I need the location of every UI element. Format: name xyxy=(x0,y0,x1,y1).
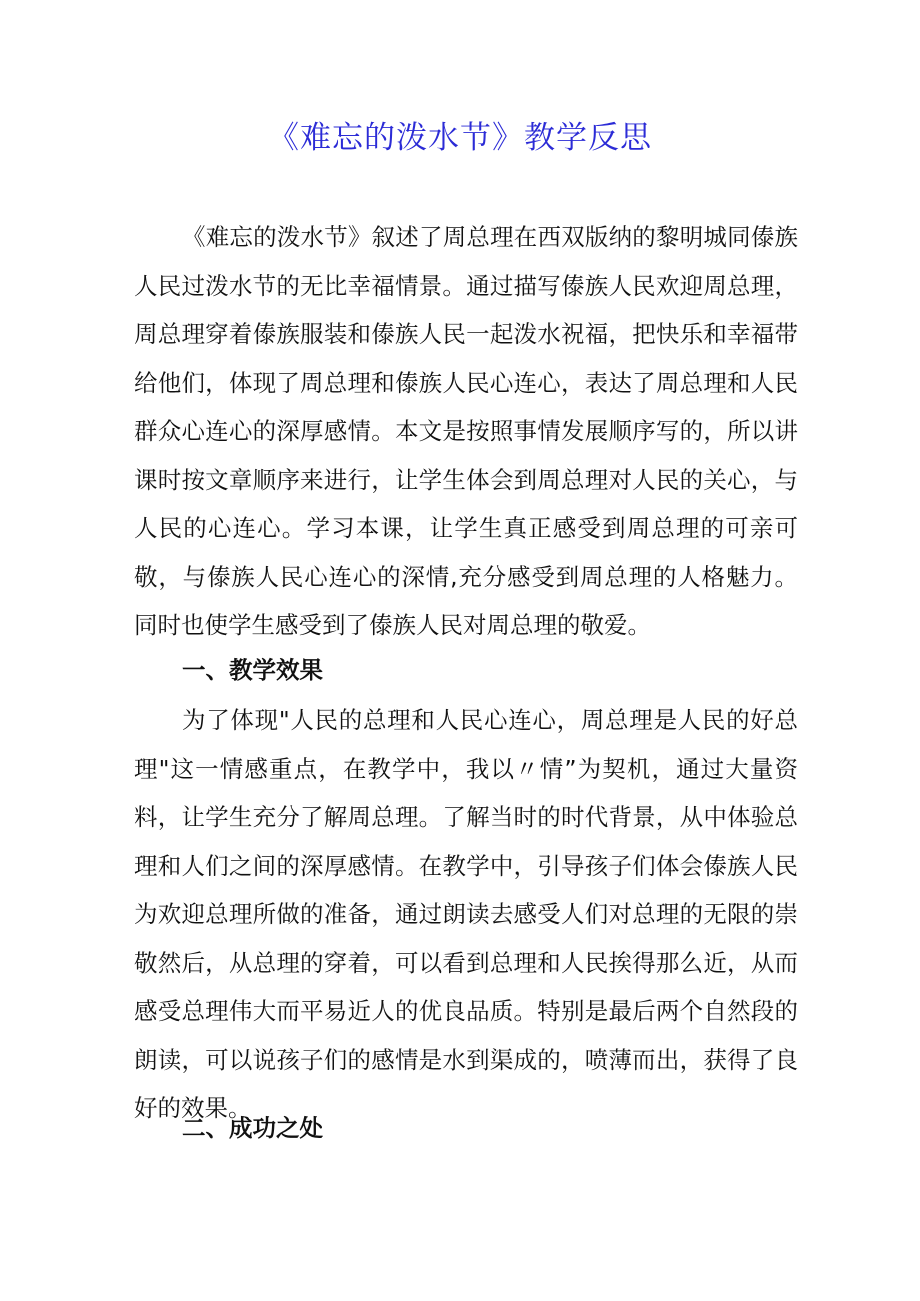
intro-paragraph: 《难忘的泼水节》叙述了周总理在西双版纳的黎明城同傣族人民过泼水节的无比幸福情景。通过描写傣族人民欢迎周总理，周总理穿着傣族服装和傣族人民一起泼水祝福，把快乐和幸福带给他们，体现了周总理和傣族人民心连心，表达了周总理和人民群众心连心的深厚感情。本文是按照事情发展顺序写的，所以讲课时按文章顺序来进行，让学生体会到周总理对人民的关心，与人民的心连心。学习本课，让学生真正感受到周总理的可亲可敬，与傣族人民心连心的深情,充分感受到周总理的人格魅力。同时也使学生感受到了傣族人民对周总理的敬爱。 xyxy=(134,223,798,639)
teaching-effect-paragraph: 为了体现"人民的总理和人民心连心，周总理是人民的好总理"这一情感重点，在教学中，我以〃情”为契机，通过大量资料，让学生充分了解周总理。了解当时的时代背景，从中体验总理和人们之间的深厚感情。在教学中，引导孩子们体会傣族人民为欢迎总理所做的准备，通过朗读去感受人们对总理的无限的崇敬然后，从总理的穿着，可以看到总理和人民挨得那么近，从而感受总理伟大而平易近人的优良品质。特别是最后两个自然段的朗读，可以说孩子们的感情是水到渠成的，喷薄而出，获得了良好的效果。 xyxy=(134,706,798,1122)
document-title: 《难忘的泼水节》教学反思 xyxy=(268,120,652,156)
section-heading-teaching-effect: 一、教学效果 xyxy=(182,656,323,684)
section-heading-success: 二、成功之处 xyxy=(182,1114,323,1142)
